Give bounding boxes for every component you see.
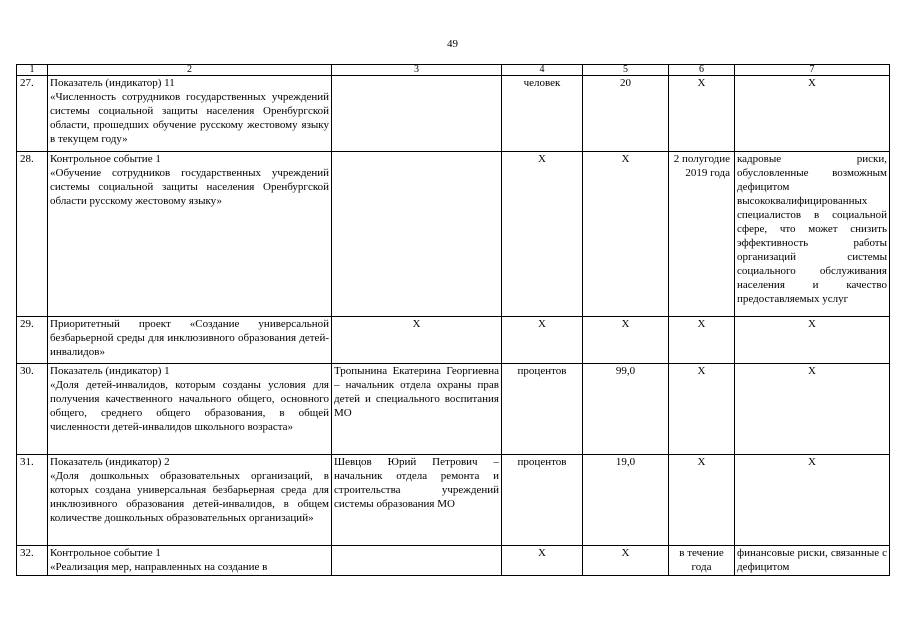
row-number: 31. — [17, 455, 48, 546]
row-value: X — [583, 317, 669, 364]
row-unit: процентов — [502, 455, 583, 546]
row-value: X — [583, 152, 669, 317]
row-value: X — [583, 546, 669, 576]
row-responsible — [332, 76, 502, 152]
row-value: 99,0 — [583, 364, 669, 455]
row-risk: X — [735, 455, 890, 546]
row-term: X — [669, 364, 735, 455]
row-number: 29. — [17, 317, 48, 364]
table-row — [17, 364, 890, 455]
row-risk: X — [735, 317, 890, 364]
row-value: 19,0 — [583, 455, 669, 546]
row-responsible — [332, 152, 502, 317]
row-unit: X — [502, 546, 583, 576]
table-row — [17, 76, 890, 152]
row-description: Показатель (индикатор) 2 «Доля дошкольных образовательных организаций, в которых создана универсальная безбарьерная среда для инклюзивного образования детей-инвалидов, в общем количестве дошкольных образовательных организаций» — [48, 455, 332, 546]
row-number: 32. — [17, 546, 48, 576]
row-responsible: X — [332, 317, 502, 364]
page-number: 49 — [447, 38, 458, 50]
row-description: Приоритетный проект «Создание универсальной безбарьерной среды для инклюзивного образования детей-инвалидов» — [48, 317, 332, 364]
table-row — [17, 317, 890, 364]
row-description: Показатель (индикатор) 11 «Численность сотрудников государственных учреждений системы социальной защиты населения Оренбургской области, прошедших обучение русскому жестовому языку в текущем году» — [48, 76, 332, 152]
column-header: 6 — [669, 65, 735, 76]
column-header: 2 — [48, 65, 332, 76]
row-term: в течение года — [669, 546, 735, 576]
column-header: 3 — [332, 65, 502, 76]
row-value: 20 — [583, 76, 669, 152]
column-header: 7 — [735, 65, 890, 76]
column-header: 5 — [583, 65, 669, 76]
row-term: X — [669, 455, 735, 546]
row-unit: X — [502, 152, 583, 317]
table-row — [17, 455, 890, 546]
row-responsible — [332, 546, 502, 576]
table-row — [17, 152, 890, 317]
column-header: 1 — [17, 65, 48, 76]
row-description: Контрольное событие 1 «Обучение сотрудников государственных учреждений системы социальной защиты населения Оренбургской области русскому жестовому языку» — [48, 152, 332, 317]
row-description: Контрольное событие 1 «Реализация мер, направленных на создание в — [48, 546, 332, 576]
row-number: 28. — [17, 152, 48, 317]
row-unit: X — [502, 317, 583, 364]
row-number: 27. — [17, 76, 48, 152]
row-risk: финансовые риски, связанные с дефицитом — [735, 546, 890, 576]
row-number: 30. — [17, 364, 48, 455]
row-description: Показатель (индикатор) 1 «Доля детей-инвалидов, которым созданы условия для получения качественного начального общего, основного общего, среднего общего образования, в общей численности детей-инвалидов школьного возраста» — [48, 364, 332, 455]
row-responsible: Шевцов Юрий Петрович – начальник отдела ремонта и строительства учреждений системы образования МО — [332, 455, 502, 546]
column-header-row — [17, 65, 890, 76]
row-term: 2 полугодие 2019 года — [669, 152, 735, 317]
row-risk: X — [735, 364, 890, 455]
plan-table — [16, 64, 890, 576]
row-responsible: Тропынина Екатерина Георгиевна – начальник отдела охраны прав детей и специального воспитания МО — [332, 364, 502, 455]
row-unit: процентов — [502, 364, 583, 455]
row-term: X — [669, 317, 735, 364]
row-risk: кадровые риски, обусловленные возможным дефицитом высококвалифицированных специалистов в социальной сфере, что может снизить эффективность работы организаций системы социального обслуживания населения и качество предоставляемых услуг — [735, 152, 890, 317]
row-term: X — [669, 76, 735, 152]
column-header: 4 — [502, 65, 583, 76]
table-row — [17, 546, 890, 576]
row-unit: человек — [502, 76, 583, 152]
row-risk: X — [735, 76, 890, 152]
